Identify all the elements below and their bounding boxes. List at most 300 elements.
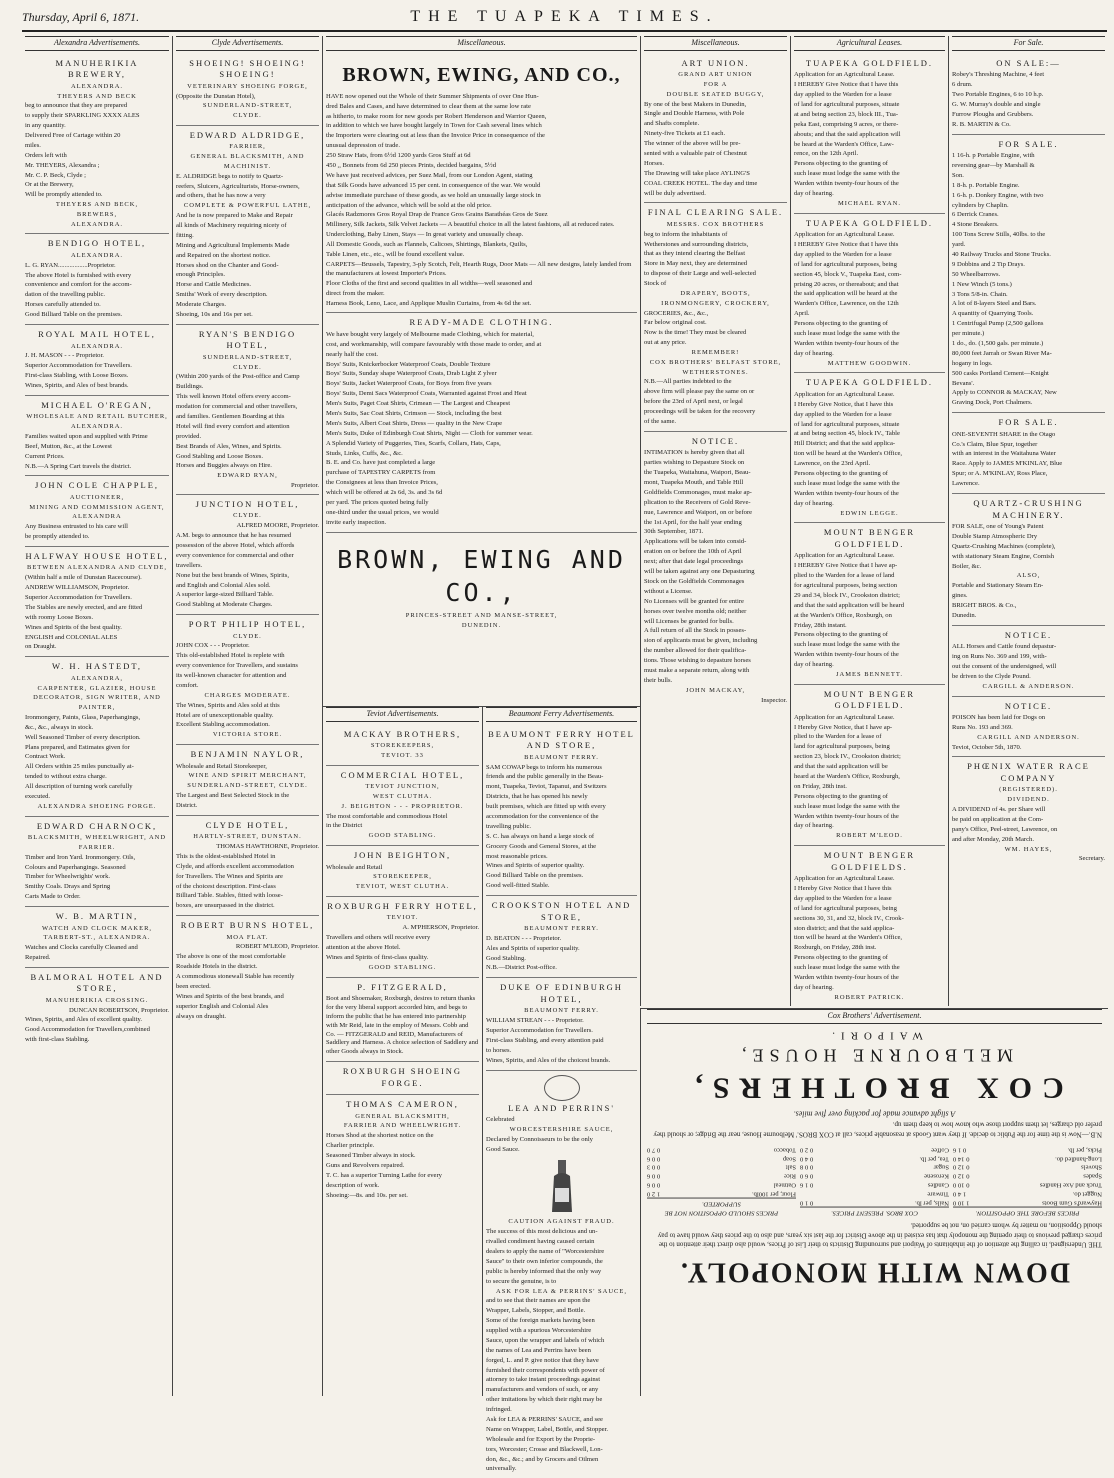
column-miscellaneous-2 — [640, 36, 790, 1006]
item-price: 0 10 0 — [953, 1180, 969, 1189]
advertisement-line: Dunedin. — [952, 612, 1105, 621]
advertisement-line: Shoeing, 10s and 16s per set. — [176, 311, 319, 320]
advertisement-line: Ask for LEA & PERRINS' SAUCE, and see — [486, 1416, 637, 1425]
advertisement-line: in addition to which we have bought largely in Town for Cash several lines which — [326, 122, 637, 131]
advertisement-line: which will be offered at 2s 6d, 3s. and 3s 6d — [326, 489, 637, 498]
advertisement-title: RYAN'S BENDIGO HOTEL, — [176, 329, 319, 352]
advertisement-line: Moderate Charges. — [176, 301, 319, 310]
advertisement-line: mont, Tuapeka Mouth, and Table Hill — [644, 479, 787, 488]
advertisement-line: provided. — [176, 433, 319, 442]
advertisement-line: GENERAL BLACKSMITH, — [326, 1113, 479, 1122]
advertisement-line: TARBERT-ST., ALEXANDRA. — [25, 934, 169, 943]
advertisement-line: dred Bales and Cases, and have determined to clear them at the same low rate — [326, 103, 637, 112]
advertisement-line: manufacturers and vendors of such, or any — [486, 1386, 637, 1395]
advertisement-line: 50 Wheelbarrows. — [952, 271, 1105, 280]
advertisement-line: April. — [794, 310, 945, 319]
advertisement-line: A Splendid Variety of Puggeries, Ties, Scarfs, Collars, Hats, Caps, — [326, 440, 637, 449]
advertisement-thomas-cameron — [326, 1095, 479, 1204]
item-price: 0 6 0 — [800, 1171, 813, 1180]
advertisement-line: Two Portable Engines, 6 to 10 h.p. — [952, 91, 1105, 100]
advertisement-line: Roxburgh, on Friday, 28th inst. — [794, 944, 945, 953]
advertisement-line: B. E. and Co. have just completed a large — [326, 459, 637, 468]
advertisement-line: Wines and Spirits of first-class quality. — [326, 954, 479, 963]
advertisement-line: before the 23rd of April next, or legal — [644, 398, 787, 407]
advertisement-line: THEYERS AND BECK — [25, 93, 169, 102]
cox-place: WAIPORI. — [647, 1028, 1102, 1043]
advertisement-line: TEVIOT, WEST CLUTHA. — [326, 883, 479, 892]
advertisement-line: WEST CLUTHA. — [326, 793, 479, 802]
item-price: 0 0 6 — [647, 1180, 660, 1189]
item-price: 1 4 0 — [953, 1189, 966, 1198]
advertisement-line: day applied to the Warden for a lease — [794, 91, 945, 100]
advertisement-shoeing-shoeing-shoeing — [176, 54, 319, 126]
advertisement-line: J. H. MASON - - - Proprietor. — [25, 352, 169, 361]
advertisement-line: 1 6-h. p. Donkey Engine, with two — [952, 192, 1105, 201]
price-row — [800, 1144, 949, 1153]
advertisement-line: Hotel are of unexceptionable quality. — [176, 712, 319, 721]
advertisement-line: DIVIDEND. — [952, 796, 1105, 805]
advertisement-line: been erected. — [176, 983, 319, 992]
advertisement-title: W. B. MARTIN, — [25, 911, 169, 922]
advertisement-title: JUNCTION HOTEL, — [176, 499, 319, 510]
advertisement-line: in any quantity. — [25, 122, 169, 131]
advertisement-line: FARRIER, — [176, 143, 319, 152]
advertisement-line: 100 Tons Screw Stills, 40lbs. to the — [952, 231, 1105, 240]
advertisement-line: By one of the best Makers in Dunedin, — [644, 101, 787, 110]
advertisement-line: tion will be heard at the Warden's Office, — [794, 450, 945, 459]
item-price: 0 0 6 — [647, 1153, 660, 1162]
price-row — [647, 1180, 796, 1189]
advertisement-line: Hill District; and that the said applica- — [794, 440, 945, 449]
advertisement-line: The above is one of the most comfortable — [176, 953, 319, 962]
advertisement-line: 1 do., do. (1,500 gals. per minute.) — [952, 340, 1105, 349]
advertisement-line: the said application will be heard at the — [794, 290, 945, 299]
advertisement-line: ROBERT M'LEOD, Proprietor. — [176, 943, 319, 952]
advertisement-line: direct from the maker. — [326, 290, 637, 299]
advertisement-line: the Consignees at less than Invoice Prices, — [326, 479, 637, 488]
advertisement-line: VETERINARY SHOEING FORGE, — [176, 83, 319, 92]
advertisement-line: N.B.—District Post-office. — [486, 964, 637, 973]
cox-brothers-advertisement — [640, 1008, 1108, 1396]
advertisement-line: 500 casks Portland Cement—Knight — [952, 370, 1105, 379]
advertisement-line: I HEREBY Give Notice that I have this — [794, 241, 945, 250]
advertisement-title: ROYAL MAIL HOTEL, — [25, 329, 169, 340]
advertisement-line: POISON has been laid for Dogs on — [952, 714, 1105, 723]
advertisement-line: (REGISTERED). — [952, 786, 1105, 795]
advertisement-line: nearly half the cost. — [326, 351, 637, 360]
advertisement-title: BEAUMONT FERRY HOTEL AND STORE, — [486, 729, 637, 752]
advertisement-line: ROBERT M'LEOD. — [794, 832, 945, 841]
advertisement-line: tion will be heard at the Warden's Office, — [794, 934, 945, 943]
advertisement-title: FINAL CLEARING SALE. — [644, 207, 787, 218]
advertisement-line: MESSRS. COX BROTHERS — [644, 221, 787, 230]
advertisement-line: that Silk Goods have advanced 15 per cent. in consequence of the war. We would — [326, 182, 637, 191]
advertisement-line: accommodation for the convenience of the — [486, 813, 637, 822]
advertisement-line: 6 drum. — [952, 81, 1105, 90]
advertisement-line: A commodious stonewall Stable has recently — [176, 973, 319, 982]
advertisement-line: Secretary. — [952, 855, 1105, 864]
advertisement-line: will be duly advertised. — [644, 190, 787, 199]
advertisement-line: Any Business entrusted to his care will — [25, 523, 169, 532]
advertisement-line: 6 Derrick Cranes. — [952, 211, 1105, 220]
advertisement-line: heard at the Warden's Office, Roxburgh, — [794, 773, 945, 782]
advertisement-line: THEYERS AND BECK, — [25, 201, 169, 210]
advertisement-notice — [952, 697, 1105, 758]
advertisement-line: TEVIOT JUNCTION, — [326, 783, 479, 792]
price-column-heading: PRICES BEFORE THE OPPOSITION. — [953, 1206, 1102, 1216]
column-clyde — [172, 36, 322, 1396]
advertisement-line: A superior large-sized Billiard Table. — [176, 591, 319, 600]
advertisement-line: Teviot, October 5th, 1870. — [952, 744, 1105, 753]
advertisement-ready-made-clothing — [326, 313, 637, 532]
price-row — [647, 1189, 796, 1198]
advertisement-line: Good Billiard Table on the premises. — [486, 872, 637, 881]
advertisement-line: CHARGES MODERATE. — [176, 692, 319, 701]
advertisement-line: be paid on application at the Com- — [952, 816, 1105, 825]
advertisement-line: AUCTIONEER, — [25, 494, 169, 503]
advertisement-line: The Wines, Spirits and Ales sold at this — [176, 702, 319, 711]
advertisement-line: at and being section 23, block III., Tua- — [794, 111, 945, 120]
advertisement-line: CLYDE. — [176, 364, 319, 373]
advertisement-line: HARTLY-STREET, DUNSTAN. — [176, 833, 319, 842]
advertisement-line: Harness Book, Leno, Lace, and Applique Muslin Curtains, from 4s 6d the set. — [326, 300, 637, 309]
advertisement-line: ASK FOR LEA & PERRINS' SAUCE, — [486, 1288, 637, 1297]
advertisement-line: peka East, comprising 9 acres, or there- — [794, 121, 945, 130]
advertisement-line: WM. HAYES, — [952, 846, 1105, 855]
advertisement-line: Lawrence. — [952, 480, 1105, 489]
advertisement-line: Persons objecting to the granting of — [794, 160, 945, 169]
advertisement-line: its well-known character for attention and — [176, 672, 319, 681]
advertisement-line: public is hereby informed that the only way — [486, 1268, 637, 1277]
advertisement-line: of the choicest description. First-class — [176, 883, 319, 892]
item-price: 0 0 8 — [800, 1162, 813, 1171]
advertisement-line: Robey's Threshing Machine, 4 feet — [952, 71, 1105, 80]
advertisement-line: &c., &c., always in stock. — [25, 724, 169, 733]
advertisement-duke-of-edinburgh-hotel — [486, 978, 637, 1070]
column-beaumont — [482, 706, 640, 1396]
advertisement-line: CAUTION AGAINST FRAUD. — [486, 1218, 637, 1227]
advertisement-line: Store in May next, they are determined — [644, 260, 787, 269]
advertisement-p-fitzgerald — [326, 978, 479, 1063]
advertisement-line: description of work. — [326, 1182, 479, 1191]
advertisement-line: Millinery, Silk Jackets, Silk Velvet Jackets — A beautiful choice in all the latest fashions, all at reduced rates. — [326, 221, 637, 230]
advertisement-line: all kinds of Machinery requiring nicety of — [176, 222, 319, 231]
advertisement-title: JOHN COLE CHAPPLE, — [25, 480, 169, 491]
advertisement-mackay-brothers — [326, 725, 479, 766]
advertisement-line: Orders left with — [25, 152, 169, 161]
advertisement-line: Horses shod on the Chanter and Good- — [176, 262, 319, 271]
advertisement-line: with first-class Stabling. — [25, 1036, 169, 1045]
item-price: 0 0 6 — [647, 1171, 660, 1180]
advertisement-line: per minute.) — [952, 330, 1105, 339]
advertisement-michael-o-regan — [25, 396, 169, 477]
advertisement-line: Spur; or A. M'KINLAY, Ross Place, — [952, 470, 1105, 479]
item-price: 0 1 6 — [800, 1180, 813, 1189]
masthead — [22, 8, 1107, 32]
advertisement-line: STOREKEEPER, — [326, 873, 479, 882]
advertisement-line: Application for an Agricultural Lease. — [794, 391, 945, 400]
advertisement-line: furnished their correspondents with power of — [486, 1367, 637, 1376]
advertisement-line: for Travellers. The Wines and Spirits are — [176, 873, 319, 882]
advertisement-line: Good Sauce. — [486, 1146, 637, 1155]
advertisement-line: COX BROTHERS' BELFAST STORE, — [644, 359, 787, 368]
advertisement-line: IRONMONGERY, CROCKERY, — [644, 300, 787, 309]
advertisement-line: Wines, Spirits, and Ales of best brands. — [25, 382, 169, 391]
advertisement-line: Colours and Paperhangings. Seasoned — [25, 864, 169, 873]
advertisement-line: Application for an Agricultural Lease. — [794, 552, 945, 561]
advertisement-line: of land for agricultural purposes, situate — [794, 101, 945, 110]
advertisement-tuapeka-goldfield — [794, 54, 945, 214]
advertisement-line: All description of turning work carefully — [25, 783, 169, 792]
advertisement-line: ONE-SEVENTH SHARE in the Otago — [952, 431, 1105, 440]
advertisement-title: TUAPEKA GOLDFIELD. — [794, 377, 945, 388]
advertisement-line: executed. — [25, 793, 169, 802]
advertisement-line: Quartz-Crushing Machines (complete), — [952, 543, 1105, 552]
price-column-heading: PRICES SHOULD OPPOSITION NOT BE SUPPORTED. — [647, 1197, 796, 1216]
advertisement-line: All Orders within 25 miles punctually at- — [25, 763, 169, 772]
item-name: Tobacco — [774, 1144, 796, 1153]
advertisement-line: A. M'PHERSON, Proprietor. — [326, 924, 479, 933]
advertisement-line: SAM COWAP begs to inform his numerous — [486, 764, 637, 773]
advertisement-title: FOR SALE. — [952, 417, 1105, 428]
advertisement-line: CARGILL & ANDERSON. — [952, 683, 1105, 692]
advertisement-line: the Tuapeka, Waitahuna, Waipori, Beau- — [644, 469, 787, 478]
advertisement-line: Wholesale and for Export by the Proprie- — [486, 1436, 637, 1445]
advertisement-line: plied to the Warden for a lease of — [794, 733, 945, 742]
item-name: Flour, per 100lb. — [752, 1189, 796, 1198]
advertisement-line: Boys' Suits, Knickerbocker Waterproof Coats, Double Texture — [326, 361, 637, 370]
advertisement-line: REMEMBER! — [644, 349, 787, 358]
column-agricultural-leases — [790, 36, 948, 1006]
advertisement-line: superior English and Colonial Ales — [176, 1003, 319, 1012]
advertisement-line: such lease must lodge the same with the — [794, 964, 945, 973]
advertisement-edward-aldridge — [176, 126, 319, 325]
advertisement-line: Floor Cloths of the first and second qualities in all widths—well seasoned and — [326, 280, 637, 289]
advertisement-line: ALFRED MOORE, Proprietor. — [176, 522, 319, 531]
advertisement-line: Friday, 28th instant. — [794, 622, 945, 631]
advertisement-line: DECORATOR, SIGN WRITER, AND — [25, 694, 169, 703]
advertisement-line: out the consent of the undersigned, will — [952, 663, 1105, 672]
advertisement-line: friends and the public generally in the Beau- — [486, 773, 637, 782]
advertisement-line: prising 20 acres, or thereabout; and that — [794, 281, 945, 290]
slogan: DOWN WITH MONOPOLY. — [647, 1253, 1102, 1291]
advertisement-line: Stock of — [644, 280, 787, 289]
advertisement-line: Guns and Revolvers repaired. — [326, 1162, 479, 1171]
advertisement-halfway-house-hotel — [25, 547, 169, 657]
advertisement-line: Now is the time! They must be cleared — [644, 329, 787, 338]
advertisement-line: 1 16-h. p Portable Engine, with — [952, 152, 1105, 161]
advertisement-line: rivalled condiment having caused certain — [486, 1238, 637, 1247]
advertisement-line: must make a separate return, along with — [644, 667, 787, 676]
advertisement-line: for agricultural purposes, being section — [794, 582, 945, 591]
column-for-sale — [948, 36, 1108, 1006]
item-price: 0 12 0 — [953, 1162, 969, 1171]
advertisement-line: one-third under the usual prices, we would — [326, 509, 637, 518]
advertisement-line: section 45, block V., Tuapeka East, com- — [794, 271, 945, 280]
advertisement-line: be heard at the Warden's Office, Law- — [794, 141, 945, 150]
advertisement-crookston-hotel-and-store — [486, 896, 637, 978]
advertisement-line: Smithy Coals. Drays and Spring — [25, 883, 169, 892]
advertisement-line: Ninety-five Tickets at £1 each. — [644, 130, 787, 139]
price-row — [953, 1144, 1102, 1153]
advertisement-bendigo-hotel — [25, 234, 169, 325]
advertisement-line: COAL CREEK HOTEL. The day and time — [644, 180, 787, 189]
sauce-bottle-icon — [545, 1158, 579, 1214]
advertisement-line: Men's Suits, Duke of Edinburgh Coat Shirts, Night — Cloth for summer wear. — [326, 430, 637, 439]
advertisement-line: at and being section 45, block IV., Table — [794, 430, 945, 439]
advertisement-line: ALEXANDRA. — [25, 423, 169, 432]
advertisement-title: TUAPEKA GOLDFIELD. — [794, 58, 945, 69]
item-name: Coffee — [931, 1144, 949, 1153]
advertisement-line: Contract Work. — [25, 753, 169, 762]
advertisement-line: Horses and Buggies always on Hire. — [176, 462, 319, 471]
advertisement-line: cost, and workmanship, will compare favourably with those made to order, and at — [326, 341, 637, 350]
item-name: Picks, per lb. — [1068, 1144, 1102, 1153]
advertisement-line: SUNDERLAND-STREET, CLYDE. — [176, 782, 319, 791]
section-heading: Teviot Advertisements. — [326, 707, 479, 722]
advertisement-line: Buildings. — [176, 383, 319, 392]
price-rows — [800, 1144, 949, 1206]
item-name: Tinware — [927, 1189, 949, 1198]
advertisement-title: MANUHERIKIA BREWERY, — [25, 58, 169, 81]
cox-name: COX BROTHERS, — [647, 1067, 1102, 1108]
price-row — [800, 1171, 949, 1180]
advertisement-line: ston district; and that the said applica- — [794, 925, 945, 934]
price-row — [647, 1162, 796, 1171]
advertisement-line: sion of applicants must be given, including — [644, 637, 787, 646]
advertisement-title: EDWARD ALDRIDGE, — [176, 130, 319, 141]
advertisement-manuherikia-brewery — [25, 54, 169, 235]
advertisement-title: MOUNT BENGER GOLDFIELD. — [794, 527, 945, 550]
advertisement-line: Wholesale and Retail — [326, 864, 479, 873]
advertisement-line: Boys' Suits, Demi Sacs Waterproof Coats, Warranted against Frost and Heat — [326, 390, 637, 399]
advertisement-title: LEA AND PERRINS' — [486, 1103, 637, 1114]
item-price: 0 4 0 — [800, 1153, 813, 1162]
advertisement-line: Portable and Stationary Steam En- — [952, 582, 1105, 591]
advertisement-line: be promptly attended to. — [25, 533, 169, 542]
advertisement-title: EDWARD CHARNOCK, — [25, 821, 169, 832]
advertisement-line: Far below original cost. — [644, 319, 787, 328]
price-rows — [647, 1144, 796, 1197]
advertisement-title: CLYDE HOTEL, — [176, 820, 319, 831]
advertisement-title: QUARTZ-CRUSHING MACHINERY. — [952, 498, 1105, 521]
advertisement-line: out at any price. — [644, 339, 787, 348]
advertisement-line: INTIMATION is hereby given that all — [644, 449, 787, 458]
advertisement-w-b-martin — [25, 907, 169, 968]
advertisement-line: MANUHERIKIA CROSSING. — [25, 997, 169, 1006]
advertisement-line: All Domestic Goods, such as Flannels, Calicoes, Shirtings, Blankets, Quilts, — [326, 241, 637, 250]
advertisement-line: Warden within twenty-four hours of the — [794, 180, 945, 189]
item-name: Spades — [1083, 1171, 1102, 1180]
advertisement-title: PHŒNIX WATER RACE COMPANY — [952, 761, 1105, 784]
item-price: 0 7 0 — [647, 1144, 660, 1153]
advertisement-line: 40 Railway Trucks and Stone Trucks. — [952, 251, 1105, 260]
advertisement-line: BEAUMONT FERRY. — [486, 754, 637, 763]
advertisement-line: always on draught. — [176, 1013, 319, 1022]
advertisement-robert-burns-hotel — [176, 916, 319, 1025]
advertisement-line: sections 30, 31, and 32, block IV., Crook- — [794, 915, 945, 924]
advertisement-line: above firm will please pay the same on or — [644, 388, 787, 397]
advertisement-line: GROCERIES, &c., &c., — [644, 310, 787, 319]
advertisement-line: Superior Accommodation for Travellers. — [25, 594, 169, 603]
advertisement-line: day applied to the Warden for a lease — [794, 895, 945, 904]
section-heading: Clyde Advertisements. — [176, 36, 319, 51]
advertisement-title: MOUNT BENGER GOLDFIELD. — [794, 689, 945, 712]
advertisement-john-cole-chapple — [25, 476, 169, 547]
advertisement-line: Persons objecting to the granting of — [794, 793, 945, 802]
advertisement-ryan-s-bendigo-hotel — [176, 325, 319, 495]
price-row — [953, 1197, 1102, 1206]
advertisement-line: Apply to CONNOR & MACKAY, New — [952, 389, 1105, 398]
price-row — [953, 1162, 1102, 1171]
price-column-3 — [647, 1144, 796, 1216]
advertisement-line: GOOD STABLING. — [326, 832, 479, 841]
advertisement-line: Studs, Links, Cuffs, &c., &c. — [326, 450, 637, 459]
advertisement-line: ALEXANDRA. — [25, 343, 169, 352]
advertisement-brown-ewing-and-co — [326, 533, 637, 635]
advertisement-line: ALL Horses and Cattle found depastur- — [952, 643, 1105, 652]
advertisement-commercial-hotel — [326, 766, 479, 846]
advertisement-line: WILLIAM STREAN - - - Proprietor. — [486, 1017, 637, 1026]
section-heading: Agricultural Leases. — [794, 36, 945, 51]
advertisement-title: BENJAMIN NAYLOR, — [176, 749, 319, 760]
advertisement-line: VICTORIA STORE. — [176, 731, 319, 740]
advertisement-line: Boys' Suits, Jacket Waterproof Coats, for Boys from five years — [326, 380, 637, 389]
advertisement-line: STOREKEEPERS, — [326, 742, 479, 751]
advertisement-line: WATCH AND CLOCK MAKER, — [25, 925, 169, 934]
advertisement-line: the Importers were clearing out at less than the Invoice Price in consequence of the — [326, 132, 637, 141]
advertisement-line: Delivered Free of Cartage within 20 — [25, 132, 169, 141]
advertisement-line: (Within half a mile of Dunstan Racecourse). — [25, 574, 169, 583]
item-name: Long-handled do. — [1055, 1153, 1102, 1162]
advertisement-line: and Shafts complete. — [644, 120, 787, 129]
advertisement-line: beg to inform the inhabitants of — [644, 231, 787, 240]
advertisement-line: Underclothing, Baby Linen, Stays — In great variety and unusually cheap. — [326, 231, 637, 240]
advertisement-line: Best Brands of Ales, Wines, and Spirits. — [176, 443, 319, 452]
advertisement-line: Applications will be taken into consid- — [644, 538, 787, 547]
advertisement-line: day of hearing. — [794, 822, 945, 831]
advertisement-line: District. — [176, 802, 319, 811]
advertisement-line: DOUBLE SEATED BUGGY, — [644, 91, 787, 100]
advertisement-line: WETHERSTONES. — [644, 369, 787, 378]
item-name: Truck and Axe Handles — [1040, 1180, 1102, 1189]
advertisement-line: Celebrated — [486, 1116, 637, 1125]
advertisement-line: T. C. has a superior Turning Lathe for every — [326, 1172, 479, 1181]
advertisement-line: The Drawing will take place AYLING'S — [644, 170, 787, 179]
advertisement-line: I Hereby Give Notice, that I have ap- — [794, 724, 945, 733]
advertisement-line: This well known Hotel offers every accom- — [176, 393, 319, 402]
advertisement-line: The success of this most delicious and un- — [486, 1228, 637, 1237]
advertisement-notice — [644, 432, 787, 709]
advertisement-title: JOHN BEIGHTON, — [326, 850, 479, 861]
price-row — [953, 1180, 1102, 1189]
advertisement-line: Will be promptly attended to. — [25, 191, 169, 200]
advertisement-line: Goldfields Commonages, must make ap- — [644, 489, 787, 498]
advertisement-line: 250 Straw Hats, from 6½d 1200 yards Gros Stuff at 6d — [326, 152, 637, 161]
advertisement-line: of land for agricultural purposes, being — [794, 261, 945, 270]
advertisement-line: Shoeing:—8s. and 10s. per set. — [326, 1192, 479, 1201]
advertisement-line: that as they intend clearing the Belfast — [644, 250, 787, 259]
advertisement-line: dealers to apply the name of "Worcestershire — [486, 1248, 637, 1257]
advertisement-line: ALEXANDRA, — [25, 675, 169, 684]
advertisement-title: NOTICE. — [952, 701, 1105, 712]
price-column-1 — [953, 1144, 1102, 1216]
advertisement-line: fitting. — [176, 232, 319, 241]
advertisement-line: A.M. begs to announce that he has resumed — [176, 532, 319, 541]
advertisement-line: BREWERS, — [25, 211, 169, 220]
advertisement-line: invite early inspection. — [326, 519, 637, 528]
advertisement-line: Bevans'. — [952, 380, 1105, 389]
